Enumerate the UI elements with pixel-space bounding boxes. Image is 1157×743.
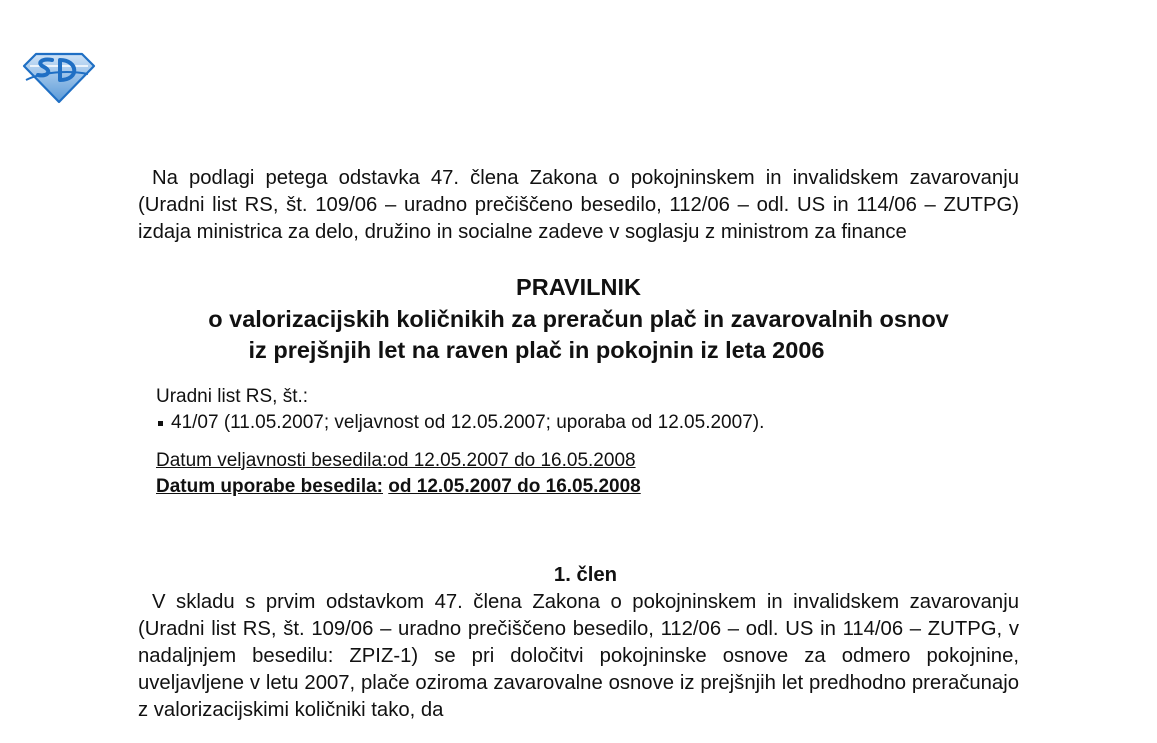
title-line-1: PRAVILNIK (516, 274, 641, 300)
usage-date-value: od 12.05.2007 do 16.05.2008 (388, 475, 641, 497)
gazette-entry: 41/07 (11.05.2007; veljavnost od 12.05.2007; uporaba od 12.05.2007). (171, 411, 765, 433)
gazette-entry-row (156, 410, 1019, 436)
gazette-info (138, 384, 1019, 436)
intro-paragraph: Na podlagi petega odstavka 47. člena Zakona o pokojninskem in invalidskem zavarovanju (Uradni list RS, št. 109/06 – uradno prečiščeno besedilo, 112/06 – odl. US in 114/06 – ZUTPG) izdaja ministrica za delo, družino in socialne zadeve v soglasju z ministrom za finance (138, 167, 1019, 243)
article-1-heading: 1. člen (553, 563, 618, 586)
article-1-text: V skladu s prvim odstavkom 47. člena Zakona o pokojninskem in invalidskem zavarovanju (Uradni list RS, št. 109/06 – uradno prečiščeno besedilo, 112/06 – odl. US in 114/06 – ZUTPG, v nadaljnjem besedilu: ZPIZ-1) se pri določitvi pokojninske osnove za odmero pokojnine, uveljavljene v letu 2007, plače oziroma zavarovalne osnove iz prejšnjih let predhodno preračunajo z valorizacijskimi količniki tako, da (138, 590, 1019, 721)
gazette-label: Uradni list RS, št.: (156, 385, 309, 407)
validity-date: Datum veljavnosti besedila:od 12.05.2007 do 16.05.2008 (156, 449, 636, 471)
title-line-3: iz prejšnjih let na raven plač in pokojnin iz leta 2006 (248, 337, 825, 363)
usage-date-label: Datum uporabe besedila: (156, 475, 383, 497)
text-dates (138, 448, 1019, 500)
document-page (138, 165, 1019, 724)
usage-date-row (156, 474, 1019, 500)
sd-shield-logo-icon (22, 50, 96, 104)
regulation-title (138, 272, 1019, 367)
title-line-2: o valorizacijskih količnikih za preračun plač in zavarovalnih osnov (208, 305, 949, 332)
bullet-icon (158, 421, 163, 426)
